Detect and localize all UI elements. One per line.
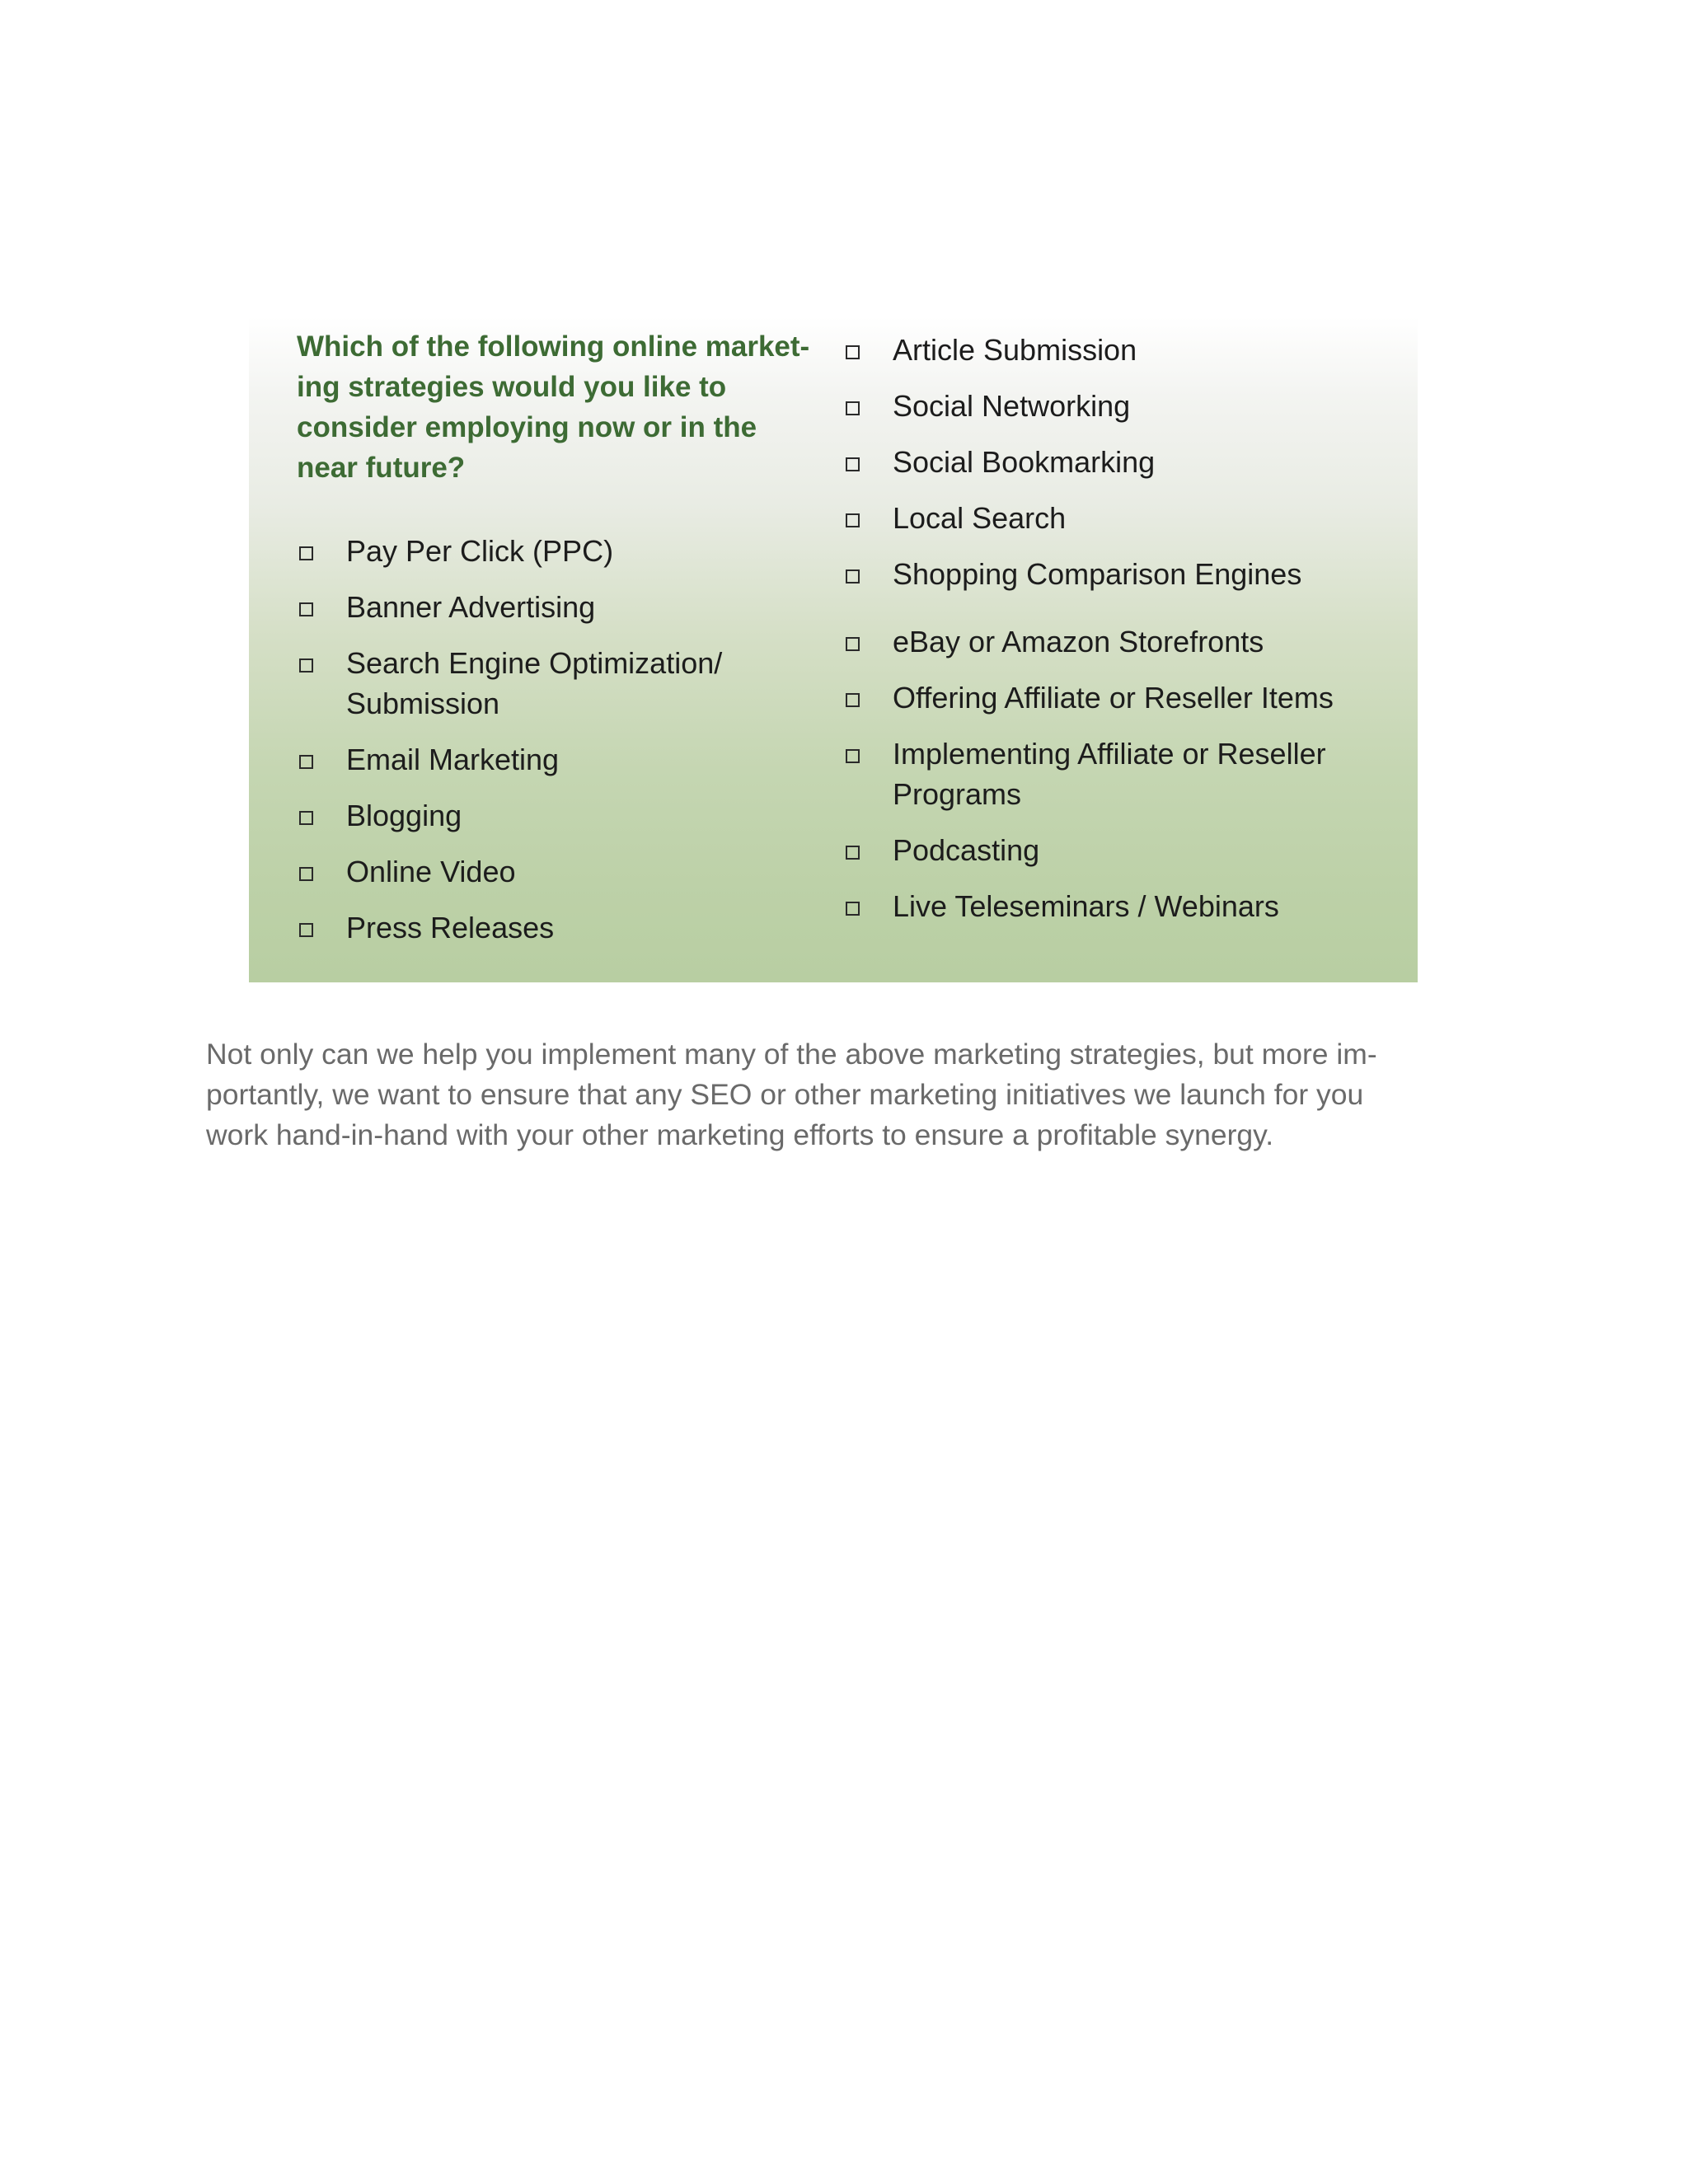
checklist-question <box>297 326 832 488</box>
strategy-item-social-networking[interactable] <box>843 386 1404 426</box>
question-line-1: Which of the following online market- <box>297 330 810 363</box>
checkbox-icon[interactable] <box>299 658 313 673</box>
strategy-item-blogging[interactable] <box>297 795 832 836</box>
strategy-label: Article Submission <box>893 333 1137 367</box>
checkbox-icon[interactable] <box>299 602 313 616</box>
paragraph-line-2: portantly, we want to ensure that any SEO or other marketing initiatives we launch for you <box>206 1078 1364 1111</box>
strategy-item-podcasting[interactable] <box>843 830 1404 870</box>
strategy-item-email-marketing[interactable] <box>297 739 832 780</box>
checkbox-icon[interactable] <box>846 637 860 651</box>
strategy-label: Podcasting <box>893 833 1040 867</box>
strategy-item-seo[interactable] <box>297 643 832 724</box>
strategy-list-right <box>843 330 1404 942</box>
strategy-item-press-releases[interactable] <box>297 907 832 948</box>
strategy-label: Press Releases <box>346 911 555 944</box>
strategy-label: Social Bookmarking <box>893 445 1156 479</box>
paragraph-line-3: work hand-in-hand with your other marketing efforts to ensure a profitable synergy. <box>206 1118 1274 1151</box>
checkbox-icon[interactable] <box>299 867 313 881</box>
question-line-2: ing strategies would you like to <box>297 371 727 403</box>
checkbox-icon[interactable] <box>846 693 860 707</box>
checkbox-icon[interactable] <box>299 755 313 769</box>
strategy-label: Pay Per Click (PPC) <box>346 534 614 568</box>
strategy-label: Online Video <box>346 855 516 888</box>
paragraph-line-1: Not only can we help you implement many of the above marketing strategies, but more im- <box>206 1038 1377 1071</box>
strategy-label: Email Marketing <box>346 743 560 776</box>
strategy-item-offering-affiliate[interactable] <box>843 677 1404 718</box>
strategy-label: eBay or Amazon Storefronts <box>893 625 1264 658</box>
strategy-item-banner-advertising[interactable] <box>297 587 832 627</box>
question-line-3: consider employing now or in the <box>297 411 757 443</box>
checkbox-icon[interactable] <box>846 457 860 471</box>
checkbox-icon[interactable] <box>299 811 313 825</box>
question-line-4: near future? <box>297 452 466 484</box>
strategy-label: Local Search <box>893 501 1067 535</box>
strategy-item-ebay-amazon[interactable] <box>843 621 1404 662</box>
strategy-item-local-search[interactable] <box>843 498 1404 538</box>
strategy-label: Shopping Comparison Engines <box>893 557 1302 591</box>
strategy-item-shopping-comparison[interactable] <box>843 554 1404 594</box>
body-paragraph <box>206 1034 1442 1155</box>
checkbox-icon[interactable] <box>846 513 860 527</box>
strategy-item-webinars[interactable] <box>843 886 1404 926</box>
checkbox-icon[interactable] <box>846 749 860 763</box>
strategy-list-left <box>297 531 832 963</box>
checkbox-icon[interactable] <box>846 569 860 583</box>
strategy-label: Live Teleseminars / Webinars <box>893 889 1279 923</box>
strategy-item-article-submission[interactable] <box>843 330 1404 370</box>
checkbox-icon[interactable] <box>846 345 860 359</box>
strategy-label: Implementing Affiliate or Reseller Programs <box>893 737 1326 811</box>
checkbox-icon[interactable] <box>299 546 313 560</box>
checkbox-icon[interactable] <box>846 401 860 415</box>
strategy-item-ppc[interactable] <box>297 531 832 571</box>
strategy-item-social-bookmarking[interactable] <box>843 442 1404 482</box>
strategy-item-implementing-affiliate[interactable] <box>843 733 1404 814</box>
checkbox-icon[interactable] <box>299 923 313 937</box>
checkbox-icon[interactable] <box>846 846 860 860</box>
strategy-label: Offering Affiliate or Reseller Items <box>893 681 1334 715</box>
strategy-label: Banner Advertising <box>346 590 596 624</box>
strategy-label: Search Engine Optimization/ Submission <box>346 646 723 720</box>
strategy-label: Social Networking <box>893 389 1131 423</box>
strategy-label: Blogging <box>346 799 462 832</box>
checkbox-icon[interactable] <box>846 902 860 916</box>
strategy-item-online-video[interactable] <box>297 851 832 892</box>
